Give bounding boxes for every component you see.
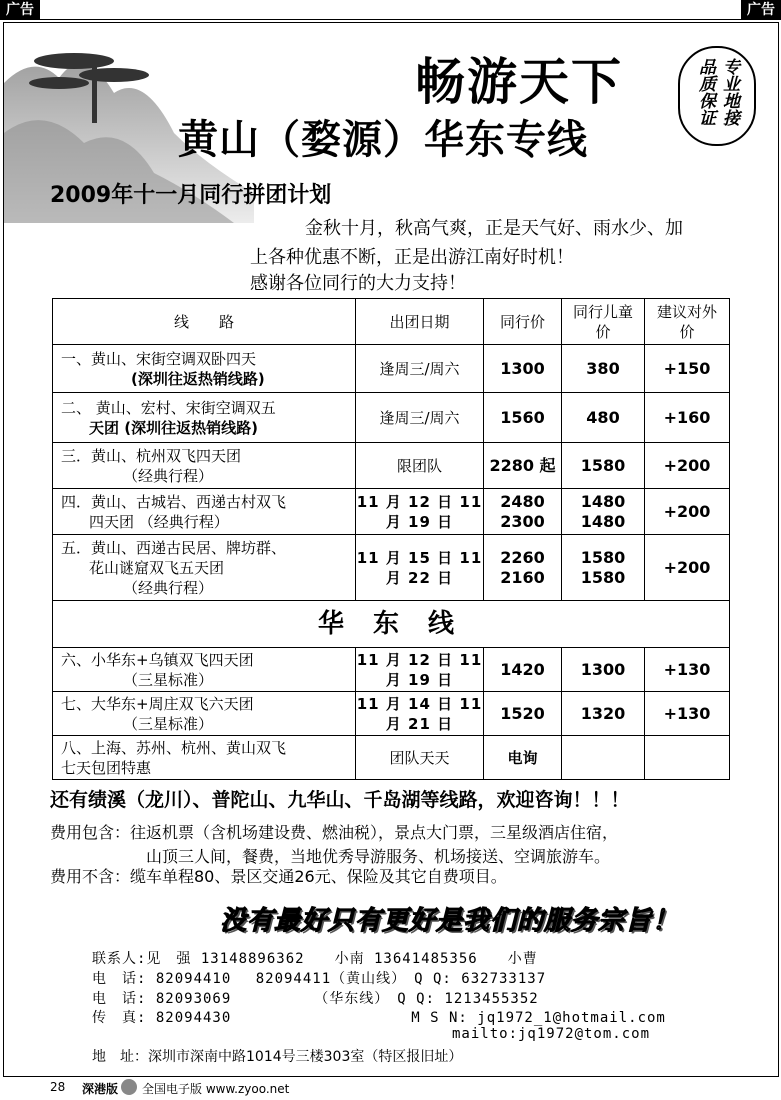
price-line-2: 2160 [500, 567, 545, 587]
seal-column-2 [695, 58, 715, 144]
child-price-cell: 1300 [562, 648, 645, 692]
route-line-2: （三星标准） [123, 670, 214, 689]
route-line-2: 花山谜窟双飞五天团 [89, 558, 225, 577]
route-line-1: 四．黄山、古城岩、西递古村双飞 [61, 492, 287, 511]
top-bar [0, 0, 781, 20]
route-cell [53, 345, 356, 393]
seal-text-2: 品质保证 [695, 58, 715, 126]
child-price-cell: 480 [562, 393, 645, 443]
date-cell [356, 489, 484, 535]
suggest-price-cell: +200 [645, 489, 730, 535]
date-cell [356, 535, 484, 601]
edition-label: 深港版 [82, 1082, 119, 1096]
ad-label-left: 广告 [0, 0, 40, 20]
child-line-2: 1580 [580, 567, 626, 587]
child-price-cell: 1320 [562, 692, 645, 736]
section-title-east-china: 华 东 线 [53, 601, 730, 648]
contact-phone-2: 电 话: 82093069 （华东线） Q Q: 1213455352 [92, 991, 539, 1007]
intro-line-2: 上各种优惠不断，正是出游江南好时机！ [250, 247, 574, 268]
child-price-cell [562, 535, 645, 601]
seal-column-1 [719, 58, 739, 144]
route-cell [53, 443, 356, 489]
top-divider [0, 19, 781, 20]
quality-seal [678, 46, 756, 146]
date-cell: 限团队 [356, 443, 484, 489]
price-cell [484, 489, 562, 535]
child-line-1: 1580 [580, 547, 626, 567]
plan-title: 2009年十一月同行拼团计划 [50, 183, 332, 208]
price-cell: 1420 [484, 648, 562, 692]
contact-email[interactable]: mailto:jq1972@tom.com [452, 1026, 651, 1042]
section-row [53, 601, 730, 648]
price-line-1: 2480 [500, 491, 545, 511]
brand-title: 畅游天下 [415, 53, 623, 111]
contact-persons: 联系人:见 强 13148896362 小南 13641485356 小曹 [92, 951, 538, 967]
more-routes-text: 还有绩溪（龙川）、普陀山、九华山、千岛湖等线路，欢迎咨询！！！ [50, 789, 630, 811]
contact-address: 地 址：深圳市深南中路1014号三楼303室（特区报旧址） [92, 1049, 463, 1065]
route-line-1: 三．黄山、杭州双飞四天团 [61, 446, 242, 465]
date-line-2: 11 月 22 日 [385, 548, 483, 587]
route-cell [53, 489, 356, 535]
price-cell: 1560 [484, 393, 562, 443]
table-row [53, 736, 730, 780]
suggest-price-cell: +160 [645, 393, 730, 443]
child-line-1: 1480 [580, 491, 626, 511]
route-cell [53, 535, 356, 601]
suggest-price-cell: +130 [645, 648, 730, 692]
route-line-2: （三星标准） [123, 714, 214, 733]
suggest-price-cell: +150 [645, 345, 730, 393]
price-cell: 1300 [484, 345, 562, 393]
date-line-1: 11 月 12 日 [356, 650, 454, 669]
service-slogan: 没有最好只有更好是我们的服务宗旨！ [220, 906, 680, 936]
intro-line-1: 金秋十月，秋高气爽，正是天气好、雨水少、加 [305, 218, 683, 239]
suggest-price-cell: +200 [645, 443, 730, 489]
ad-label-right: 广告 [741, 0, 781, 20]
seal-text-1: 专业地接 [719, 58, 739, 126]
header-child-price [562, 299, 645, 345]
header-suggest-price [645, 299, 730, 345]
route-line-2: (深圳往返热销线路) [131, 369, 265, 388]
header-child-text: 同行儿童价 [572, 302, 633, 341]
fee-include-line-1: 往返机票（含机场建设费、燃油税），景点大门票，三星级酒店住宿， [130, 823, 619, 842]
route-line-2: 四天团 （经典行程） [89, 512, 229, 531]
price-cell [484, 535, 562, 601]
route-line-1: 二、 黄山、宏村、宋街空调双五 [61, 398, 276, 417]
date-line-1: 11 月 14 日 [356, 694, 454, 713]
date-line-2: 11 月 19 日 [385, 650, 483, 689]
route-cell [53, 648, 356, 692]
route-line-2: 天团 (深圳往返热销线路) [89, 418, 258, 437]
route-line-1: 八、上海、苏州、杭州、黄山双飞 [61, 738, 287, 757]
contact-fax-msn: 传 真: 82094430 M S N: jq1972_1@hotmail.com [92, 1010, 666, 1026]
route-line-1: 七、大华东+周庄双飞六天团 [61, 694, 254, 713]
table-row [53, 443, 730, 489]
fee-include-label: 费用包含： [50, 823, 131, 842]
date-cell: 逢周三/周六 [356, 393, 484, 443]
child-price-cell [562, 489, 645, 535]
route-subtitle: 黄山（婺源）华东专线 [178, 117, 588, 163]
date-cell: 团队天天 [356, 736, 484, 780]
table-header-row [53, 299, 730, 345]
suggest-price-cell: +200 [645, 535, 730, 601]
price-cell: 电询 [484, 736, 562, 780]
child-price-cell: 380 [562, 345, 645, 393]
table-row [53, 648, 730, 692]
date-line-1: 11 月 15 日 [356, 548, 454, 567]
suggest-price-cell: +130 [645, 692, 730, 736]
site-url[interactable]: 全国电子版 www.zyoo.net [142, 1082, 290, 1096]
route-cell [53, 393, 356, 443]
route-line-2: 七天包团特惠 [61, 758, 152, 777]
header-price: 同行价 [484, 299, 562, 345]
fee-include [50, 820, 618, 843]
route-cell [53, 736, 356, 780]
price-cell: 1520 [484, 692, 562, 736]
route-line-1: 五．黄山、西递古民居、牌坊群、 [61, 538, 287, 557]
tour-schedule-table [52, 298, 730, 780]
table-row [53, 489, 730, 535]
price-line-2: 2300 [500, 511, 545, 531]
page-number: 28 [50, 1080, 66, 1094]
date-cell [356, 692, 484, 736]
route-cell [53, 692, 356, 736]
date-line-2: 11 月 21 日 [385, 694, 483, 733]
table-row [53, 535, 730, 601]
date-line-1: 11 月 12 日 [356, 492, 454, 511]
table-row [53, 393, 730, 443]
price-cell: 2280 起 [484, 443, 562, 489]
intro-line-3: 感谢各位同行的大力支持！ [250, 273, 466, 294]
table-row [53, 692, 730, 736]
suggest-price-cell [645, 736, 730, 780]
price-line-1: 2260 [500, 547, 545, 567]
fee-include-line-2: 山顶三人间，餐费，当地优秀导游服务、机场接送、空调旅游车。 [146, 847, 611, 866]
header-route: 线 路 [53, 299, 356, 345]
route-line-1: 一、黄山、宋街空调双卧四天 [61, 349, 257, 368]
route-line-1: 六、小华东+乌镇双飞四天团 [61, 650, 254, 669]
route-line-3: （经典行程） [123, 578, 214, 597]
header-date: 出团日期 [356, 299, 484, 345]
date-cell: 逢周三/周六 [356, 345, 484, 393]
site-logo-icon [121, 1079, 137, 1095]
child-price-cell [562, 736, 645, 780]
child-line-2: 1480 [580, 511, 626, 531]
table-row [53, 345, 730, 393]
date-line-2: 11 月 19 日 [385, 492, 483, 531]
contact-phone-1: 电 话: 82094410 82094411（黄山线） Q Q: 632733137 [92, 971, 547, 987]
date-cell [356, 648, 484, 692]
child-price-cell: 1580 [562, 443, 645, 489]
fee-exclude: 费用不含：缆车单程80、景区交通26元、保险及其它自费项目。 [50, 867, 507, 886]
header-suggest-text: 建议对外价 [656, 302, 717, 341]
route-line-2: （经典行程） [123, 466, 214, 485]
